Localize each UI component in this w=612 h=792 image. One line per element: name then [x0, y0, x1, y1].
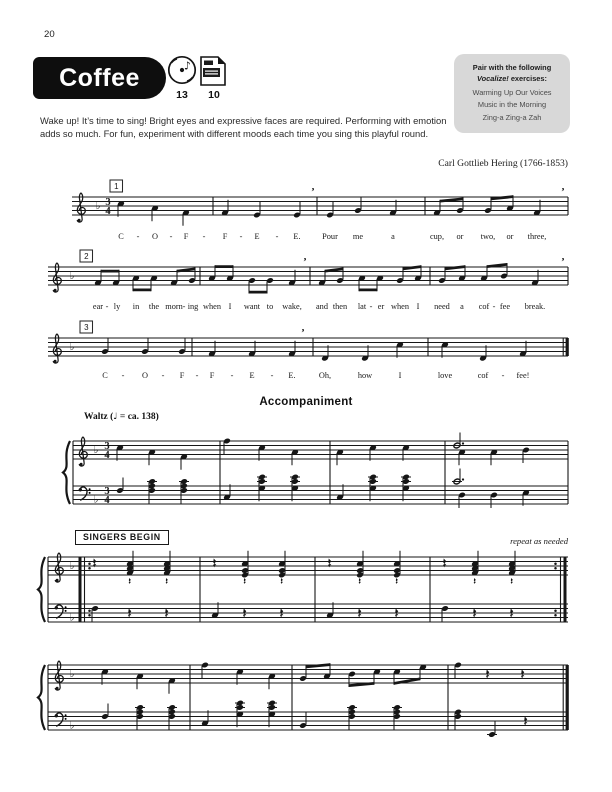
note [168, 677, 176, 693]
lyrics-line [93, 302, 545, 311]
lyric: or [506, 232, 514, 241]
quarter-rest [166, 578, 168, 584]
page-number: 20 [44, 29, 55, 40]
lyric: want [243, 302, 261, 311]
accompaniment-heading: Accompaniment [259, 396, 353, 408]
note [454, 709, 462, 730]
lyric: F [209, 371, 215, 380]
note [241, 551, 249, 579]
quarter-rest [129, 578, 131, 584]
quarter-rest [244, 578, 246, 584]
note [458, 449, 466, 465]
list-item: Music in the Morning [477, 100, 547, 110]
lyric: a [391, 232, 395, 241]
note [257, 474, 267, 502]
rehearsal-number-box [110, 180, 123, 192]
rehearsal-number-box [80, 250, 93, 262]
note [150, 275, 158, 291]
treble-staff [73, 433, 568, 470]
singer-page-number: 10 [208, 89, 220, 101]
lyric: E. [293, 232, 301, 241]
note [258, 444, 266, 460]
pair-box-heading-line1: Pair with the following [472, 63, 552, 72]
tempo-marking: Waltz (♩ = ca. 138) [84, 412, 159, 422]
svg-text:4: 4 [104, 495, 110, 507]
note [368, 474, 378, 502]
lyric: F [183, 232, 189, 241]
composer-credit: Carl Gottlieb Hering (1766-1853) [438, 158, 568, 169]
note [151, 205, 159, 221]
svg-text:’: ’ [303, 256, 307, 268]
lyric: O [152, 232, 158, 241]
lyric: morn [165, 302, 183, 311]
note [376, 275, 384, 291]
note [267, 700, 277, 728]
lyric: cup, [429, 232, 445, 241]
lyric: ing [187, 302, 199, 311]
note [148, 449, 156, 465]
svg-text:3: 3 [84, 323, 89, 332]
treble-staff [48, 551, 568, 584]
lyric: or [456, 232, 464, 241]
note [235, 700, 245, 728]
note [290, 474, 300, 502]
svg-text:♭: ♭ [69, 560, 75, 572]
pair-box-song-list [458, 87, 566, 124]
svg-text:4: 4 [104, 450, 110, 462]
note [356, 551, 364, 579]
lyrics-line [102, 371, 529, 380]
bass-clef-icon [55, 713, 67, 726]
note [479, 345, 487, 361]
title-banner [33, 57, 166, 99]
accompaniment-system-3 [38, 661, 568, 738]
lyric: C [102, 371, 108, 380]
note [480, 265, 488, 281]
lyric: I [228, 302, 232, 311]
svg-text:♭: ♭ [69, 720, 75, 732]
note [326, 602, 334, 618]
note [402, 444, 410, 460]
lyric: - [136, 232, 140, 241]
lyric: - [195, 371, 199, 380]
cd-track-number: 13 [176, 89, 188, 101]
bass-staff [48, 700, 568, 738]
note [336, 449, 344, 465]
note [508, 551, 516, 576]
vocalize-label: Vocalize! [477, 74, 509, 84]
brace [38, 557, 45, 622]
note [389, 200, 397, 216]
lyric: - [105, 302, 109, 311]
note [94, 270, 102, 286]
lyric: - [202, 232, 206, 241]
lyric: fee! [516, 371, 530, 380]
svg-text:3: 3 [104, 486, 110, 497]
song-title: Coffee [59, 63, 140, 92]
note [182, 209, 190, 225]
svg-text:’: ’ [311, 186, 315, 198]
note [278, 551, 286, 579]
lyric: break. [524, 302, 546, 311]
accompaniment-system-1 [63, 433, 568, 509]
repeat-as-needed-label: repeat as needed [510, 536, 568, 546]
lyric: wake, [282, 302, 302, 311]
note [318, 270, 326, 286]
note [522, 489, 530, 505]
lyric: fee [499, 302, 511, 311]
note [248, 341, 256, 357]
note [490, 449, 498, 465]
lyric: cof [478, 302, 490, 311]
quarter-rest [359, 578, 361, 584]
singer-page-icon [197, 53, 231, 103]
note [373, 668, 381, 684]
lyric: cof [477, 371, 489, 380]
note [223, 484, 231, 500]
svg-text:♪: ♪ [183, 59, 192, 73]
svg-text:4: 4 [105, 206, 111, 218]
lyric: er [377, 302, 385, 311]
svg-text:♭: ♭ [69, 270, 75, 282]
lyric: the [148, 302, 160, 311]
lyric: I [416, 302, 420, 311]
note [401, 474, 411, 502]
note [361, 345, 369, 361]
lyric: when [391, 302, 409, 311]
lyric: F [222, 232, 228, 241]
note [288, 341, 296, 357]
melody-line-3 [48, 321, 568, 380]
svg-text:’: ’ [301, 327, 305, 339]
lyric: love [437, 371, 453, 380]
svg-text:♭: ♭ [69, 341, 75, 353]
lyric: a [460, 302, 464, 311]
lyric: then [332, 302, 348, 311]
bass-staff [73, 469, 568, 509]
note [117, 200, 125, 216]
note [236, 668, 244, 684]
note [433, 200, 441, 216]
svg-text:’: ’ [561, 256, 565, 268]
lyric: - [369, 302, 373, 311]
note [419, 664, 427, 680]
svg-text:3: 3 [104, 441, 110, 452]
cd-icon [164, 53, 200, 103]
singers-begin-label: SINGERS BEGIN [75, 530, 169, 545]
list-item: Warming Up Our Voices [472, 88, 552, 98]
note [221, 200, 229, 216]
note [533, 200, 541, 216]
pair-exercises-box [454, 54, 570, 133]
svg-text:2: 2 [84, 252, 89, 261]
lyric: - [121, 371, 125, 380]
lyric: E [254, 232, 260, 241]
lyric: three, [527, 232, 547, 241]
bass-clef-icon [79, 487, 91, 500]
note [369, 444, 377, 460]
quarter-rest [281, 578, 283, 584]
lyric: ear [92, 302, 104, 311]
lyric: I [398, 371, 402, 380]
lyric: E [249, 371, 255, 380]
note [180, 453, 188, 469]
svg-text:♭: ♭ [93, 444, 99, 456]
svg-text:3: 3 [105, 197, 111, 208]
accompaniment-system-2 [38, 551, 568, 624]
note [452, 469, 464, 485]
lyric: me [352, 232, 364, 241]
quarter-rest [474, 578, 476, 584]
note [471, 551, 479, 576]
note [336, 484, 344, 500]
bass-clef-icon [55, 605, 67, 618]
note [211, 602, 219, 618]
melody-line-2 [48, 250, 568, 311]
quarter-rest [511, 578, 513, 584]
treble-staff [48, 321, 568, 380]
note [519, 341, 527, 357]
svg-text:’: ’ [561, 186, 565, 198]
lyric: how [357, 371, 373, 380]
lyric: need [434, 302, 450, 311]
note [136, 673, 144, 689]
lyric: Pour [322, 232, 338, 241]
note [288, 270, 296, 286]
note [170, 270, 178, 286]
quarter-rest [396, 578, 398, 584]
svg-text:♭: ♭ [69, 668, 75, 680]
treble-staff [48, 250, 568, 311]
brace [38, 665, 45, 730]
lyrics-line [118, 232, 546, 241]
note [163, 551, 171, 576]
lyric: - [161, 371, 165, 380]
brace [63, 441, 70, 504]
lyric: lat [357, 302, 367, 311]
svg-text:♭: ♭ [95, 200, 101, 212]
svg-text:1: 1 [114, 182, 119, 191]
lyric: - [169, 232, 173, 241]
lyric: two, [480, 232, 496, 241]
quarter-note-icon: ♩ [113, 412, 118, 422]
note [208, 341, 216, 357]
lyric: Oh, [318, 371, 332, 380]
svg-text:♭: ♭ [93, 494, 99, 506]
rehearsal-number-box [80, 321, 93, 333]
pair-box-heading-line2: Vocalize! exercises: [477, 74, 547, 84]
lyric: - [230, 371, 234, 380]
lyric: to [266, 302, 274, 311]
lyric: and [316, 302, 328, 311]
note [291, 449, 299, 465]
treble-staff [72, 180, 568, 241]
list-item: Zing-a Zing-a Zah [482, 112, 542, 122]
note [531, 270, 539, 286]
lyric: C [118, 232, 124, 241]
note [208, 265, 216, 281]
melody-line-1 [72, 180, 568, 241]
note [268, 673, 276, 689]
svg-text:♭: ♭ [69, 612, 75, 624]
lyric: ly [113, 302, 121, 311]
lyric: - [182, 302, 186, 311]
lyric: - [270, 371, 274, 380]
note [126, 551, 134, 576]
lyric: E. [288, 371, 296, 380]
note [321, 345, 329, 361]
lyric: - [501, 371, 505, 380]
lyric: in [132, 302, 140, 311]
note [201, 710, 209, 726]
intro-paragraph: Wake up! It’s time to sing! Bright eyes and expressive faces are required. Performing with emotion adds so much. For fun, experiment with different moods each time you sing this playful round. [40, 115, 447, 140]
lyric: when [203, 302, 221, 311]
lyric: O [142, 371, 148, 380]
bass-staff [48, 602, 568, 623]
lyric: - [275, 232, 279, 241]
lyric: - [492, 302, 496, 311]
note [441, 341, 449, 357]
note [396, 341, 404, 357]
note [101, 668, 109, 684]
note [393, 551, 401, 579]
lyric: F [179, 371, 185, 380]
note [116, 444, 124, 460]
lyric: - [239, 232, 243, 241]
